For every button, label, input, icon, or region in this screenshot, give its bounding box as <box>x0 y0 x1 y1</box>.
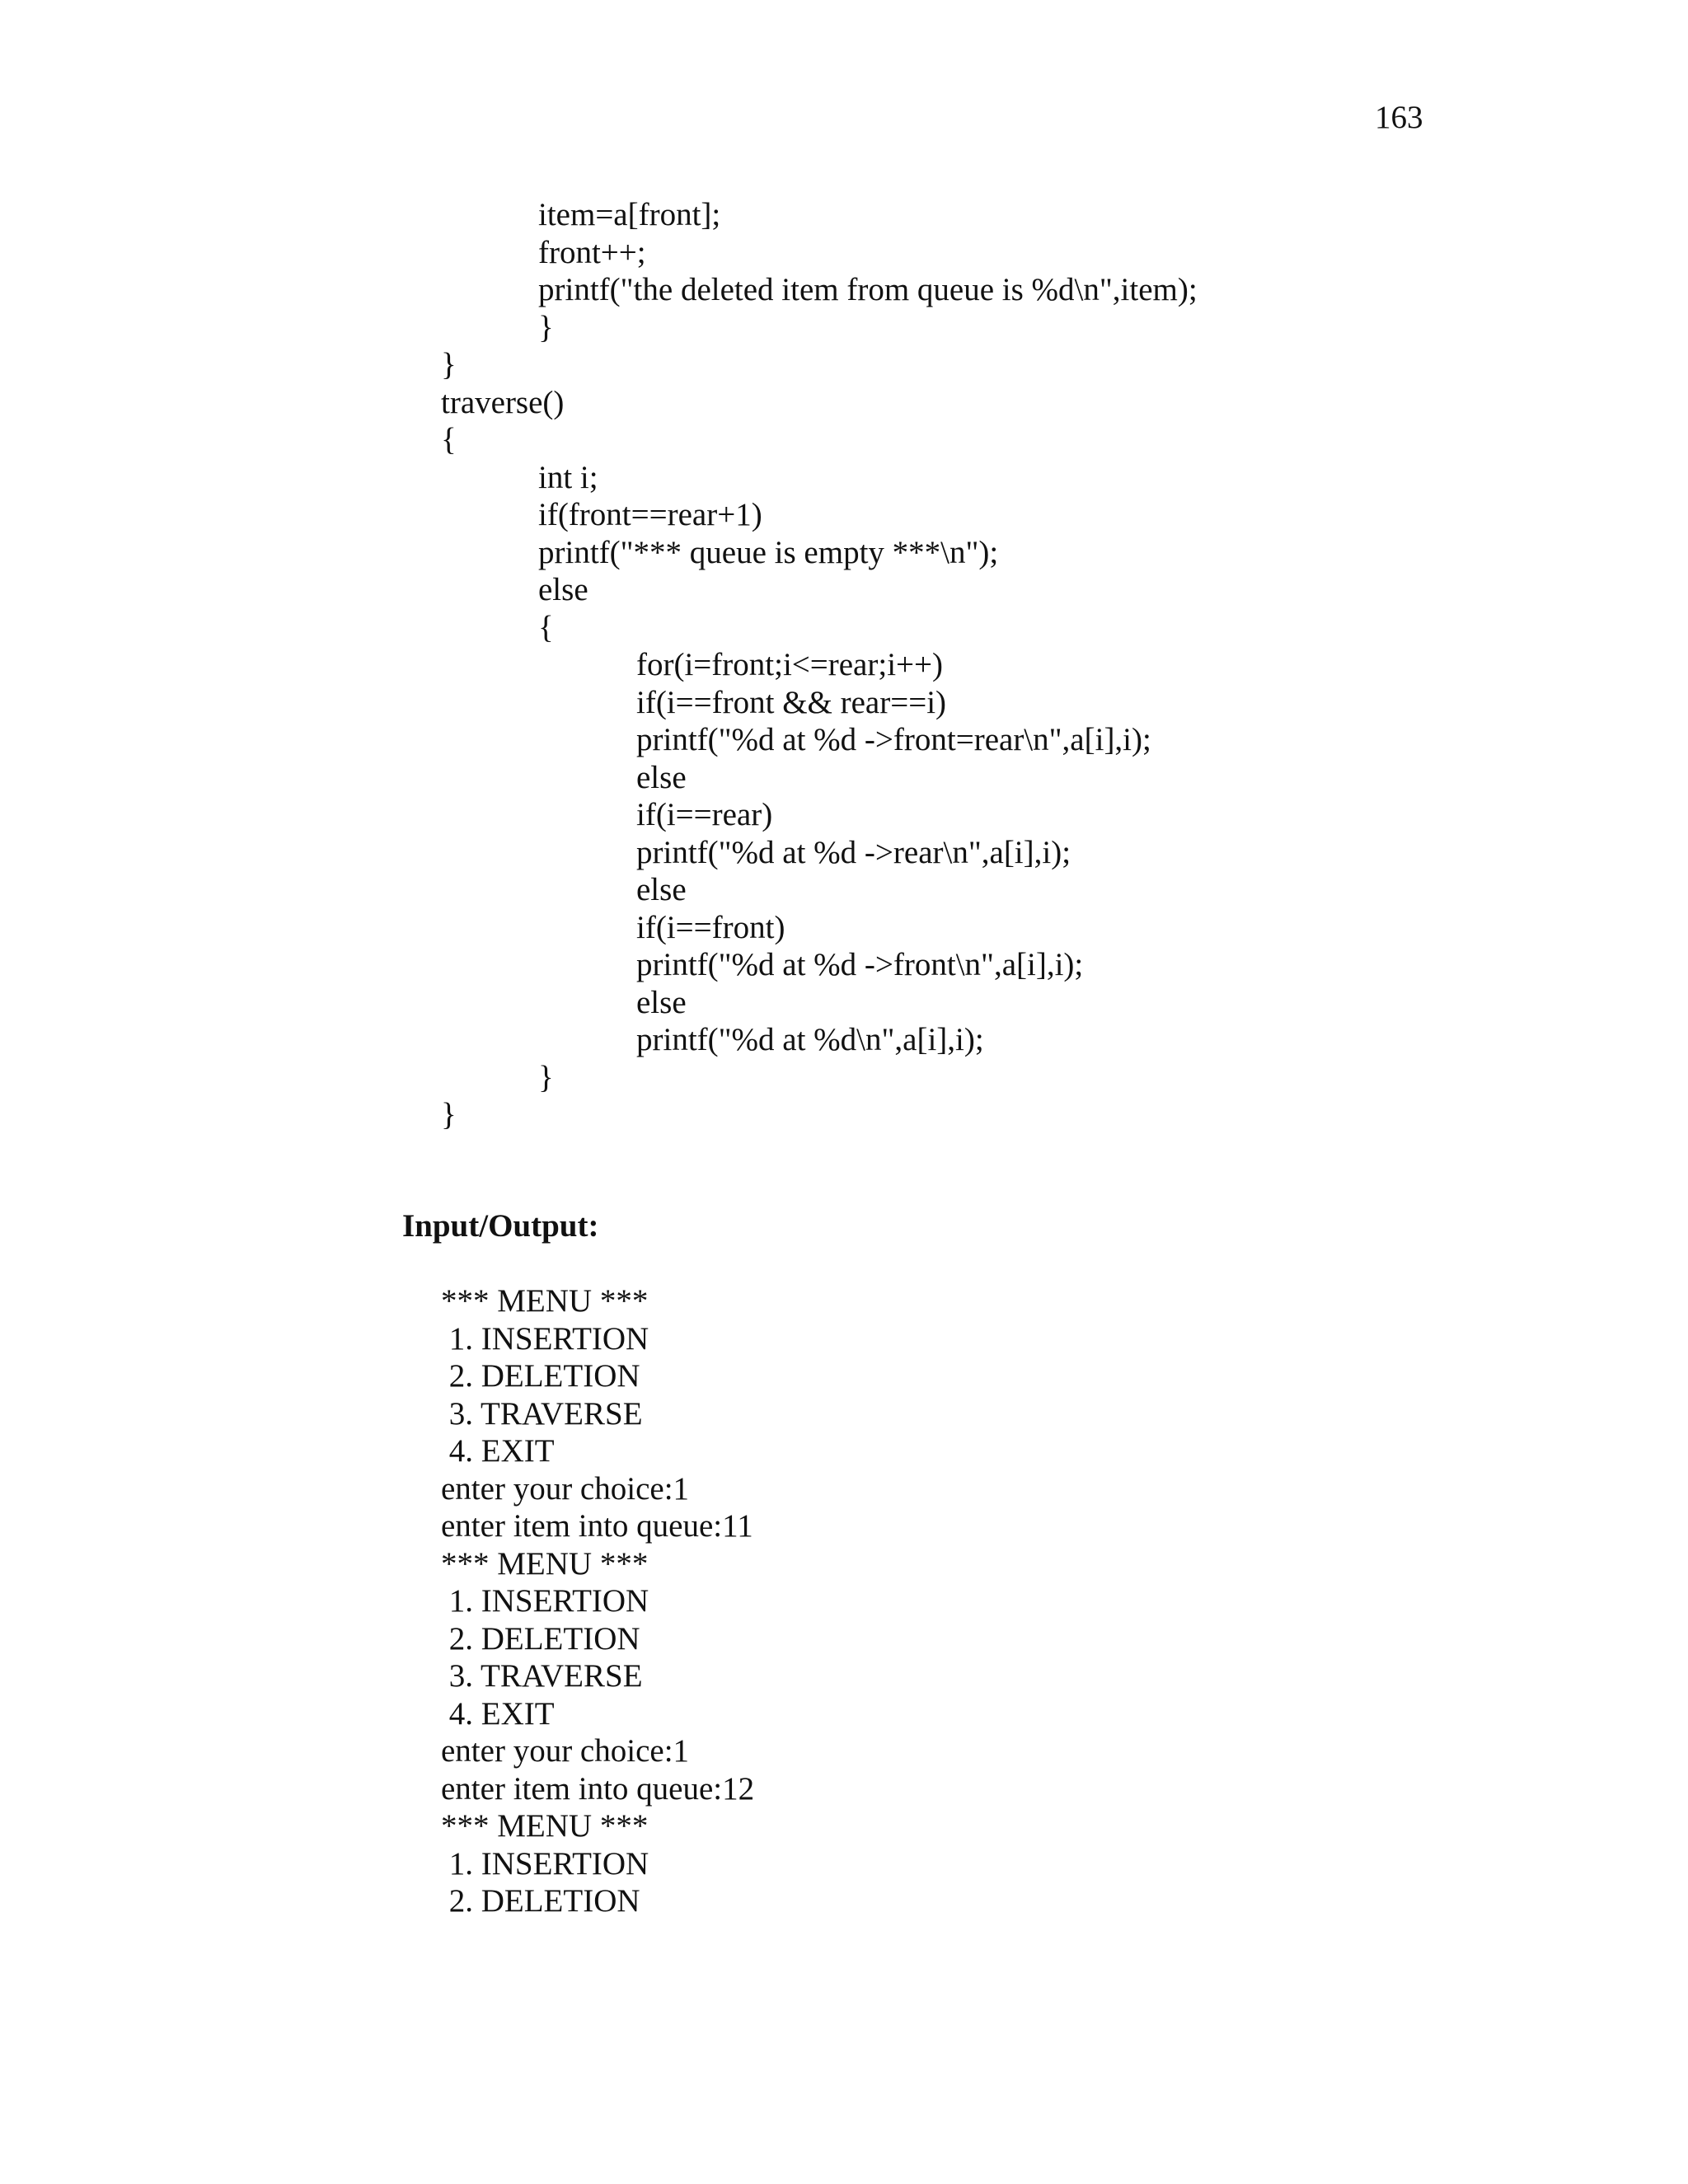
io-line: 1. INSERTION <box>441 1320 649 1357</box>
io-line: 2. DELETION <box>441 1620 640 1657</box>
io-line: enter item into queue:12 <box>441 1770 755 1807</box>
io-line: 2. DELETION <box>441 1358 640 1394</box>
code-line: if(front==rear+1) <box>538 497 762 532</box>
code-line: else <box>636 759 687 795</box>
code-line: { <box>441 422 457 457</box>
io-line: *** MENU *** <box>441 1283 649 1319</box>
code-line: item=a[front]; <box>538 197 721 232</box>
code-line: printf("%d at %d ->rear\n",a[i],i); <box>636 834 1071 870</box>
code-line: printf("the deleted item from queue is %d\n",item); <box>538 272 1198 307</box>
code-line: traverse() <box>441 384 565 420</box>
section-heading: Input/Output: <box>402 1208 599 1244</box>
code-line: printf("*** queue is empty ***\n"); <box>538 534 999 570</box>
code-line: if(i==front) <box>636 909 785 945</box>
code-line: else <box>636 984 687 1020</box>
io-line: 2. DELETION <box>441 1883 640 1919</box>
io-line: 3. TRAVERSE <box>441 1658 643 1694</box>
code-line: printf("%d at %d ->front=rear\n",a[i],i); <box>636 722 1151 757</box>
code-line: } <box>441 1097 457 1132</box>
code-line: } <box>441 347 457 382</box>
code-line: printf("%d at %d ->front\n",a[i],i); <box>636 947 1084 982</box>
io-line: enter your choice:1 <box>441 1733 690 1769</box>
io-line: 1. INSERTION <box>441 1583 649 1619</box>
io-line: 4. EXIT <box>441 1433 555 1469</box>
code-line: int i; <box>538 459 598 495</box>
page-number: 163 <box>1375 100 1423 135</box>
code-line: front++; <box>538 234 646 270</box>
code-line: else <box>538 572 588 607</box>
io-line: enter your choice:1 <box>441 1470 690 1507</box>
io-line: enter item into queue:11 <box>441 1508 753 1544</box>
code-line: else <box>636 872 687 907</box>
code-line: if(i==rear) <box>636 797 773 832</box>
io-line: 3. TRAVERSE <box>441 1395 643 1432</box>
io-line: 4. EXIT <box>441 1695 555 1732</box>
code-line: { <box>538 609 554 645</box>
io-line: *** MENU *** <box>441 1808 649 1844</box>
code-line: } <box>538 1059 554 1095</box>
code-line: for(i=front;i<=rear;i++) <box>636 647 944 682</box>
code-line: if(i==front && rear==i) <box>636 684 947 720</box>
code-line: printf("%d at %d\n",a[i],i); <box>636 1022 984 1057</box>
io-line: *** MENU *** <box>441 1545 649 1582</box>
code-line: } <box>538 309 554 345</box>
io-line: 1. INSERTION <box>441 1845 649 1882</box>
